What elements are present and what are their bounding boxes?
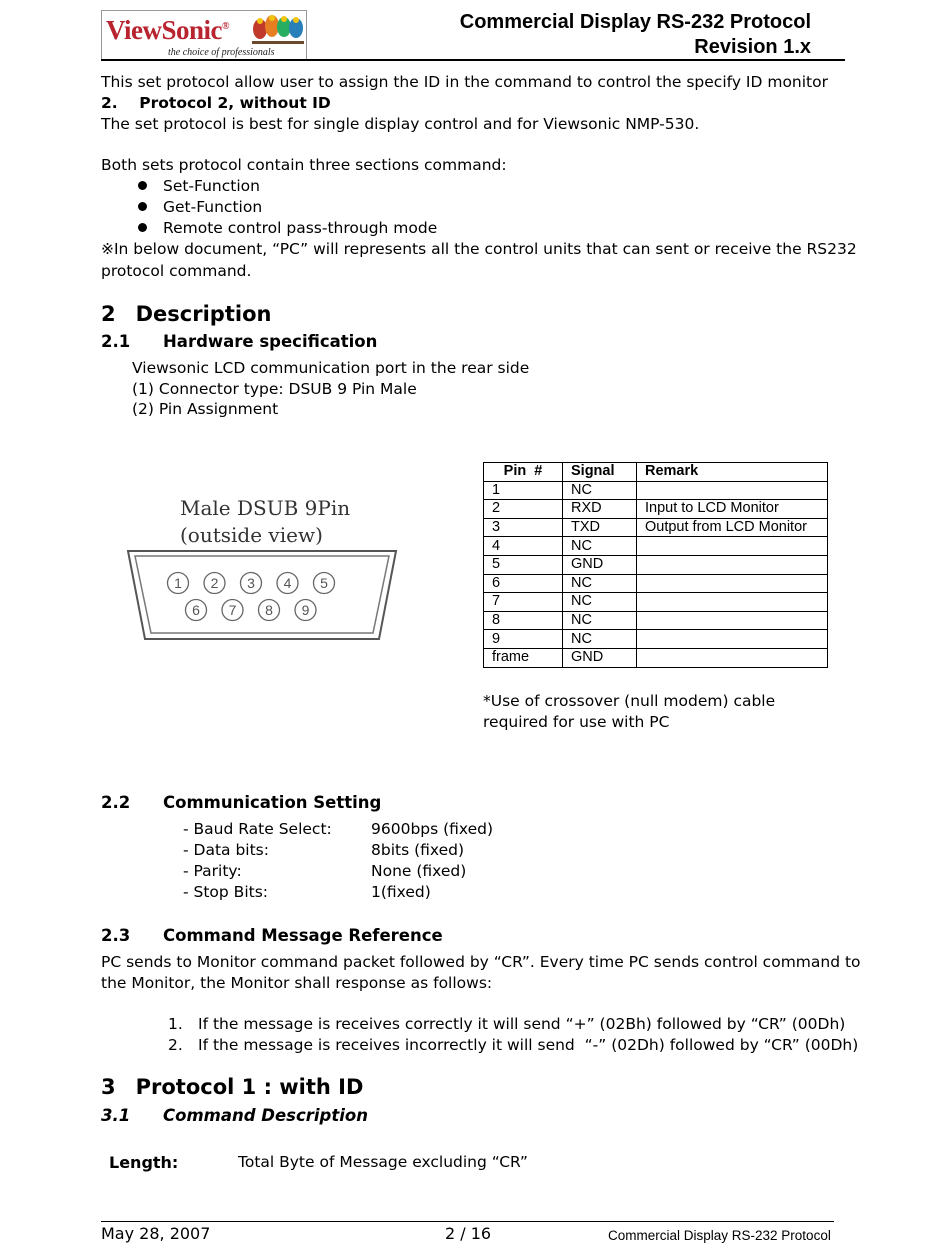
connector-label: Male DSUB 9Pin (outside view) <box>180 496 351 547</box>
section-3-heading <box>101 1075 363 1099</box>
protocol2-description: The set protocol is best for single display control and for Viewsonic NMP-530. <box>101 115 700 133</box>
subsection-title: Hardware specification <box>163 332 378 351</box>
cable-note-line1: *Use of crossover (null modem) cable <box>483 692 776 710</box>
header-title-line2: Revision 1.x <box>694 36 811 58</box>
remark-cell <box>637 630 828 649</box>
section-number: 3 <box>101 1075 116 1099</box>
comm-setting-value: 8bits (fixed) <box>371 841 465 859</box>
signal-cell: NC <box>563 593 637 612</box>
table-header-row <box>484 463 828 482</box>
dsub9-connector-diagram <box>125 548 399 642</box>
table-row <box>484 648 828 667</box>
bullet-icon <box>138 202 147 211</box>
table-row <box>484 555 828 574</box>
pc-note-line1: ※In below document, “PC” will represents all the control units that can sent or receive the RS232 <box>101 240 857 258</box>
comm-setting-label: - Data bits: <box>183 841 269 859</box>
length-label: Length: <box>109 1153 179 1172</box>
response-item-text: If the message is receives incorrectly it will send “-” (02Dh) followed by “CR” (00Dh) <box>198 1036 859 1054</box>
hw-line: Viewsonic LCD communication port in the rear side <box>132 359 530 377</box>
remark-cell <box>637 648 828 667</box>
connector-pin <box>168 573 189 594</box>
comm-setting-value: None (fixed) <box>371 862 467 880</box>
table-row <box>484 481 828 500</box>
response-item-number: 1. <box>168 1015 183 1033</box>
remark-cell <box>637 574 828 593</box>
pin-number-cell: 3 <box>484 518 563 537</box>
pin-number-cell: 5 <box>484 555 563 574</box>
cable-note-line2: required for use with PC <box>483 713 670 731</box>
signal-cell: GND <box>563 555 637 574</box>
table-row <box>484 611 828 630</box>
response-item-number: 2. <box>168 1036 183 1054</box>
subsection-2-3-heading <box>101 926 443 945</box>
connector-pin <box>222 600 243 621</box>
signal-cell: NC <box>563 481 637 500</box>
comm-setting-label: - Stop Bits: <box>183 883 269 901</box>
subsection-number: 3.1 <box>101 1106 131 1125</box>
subsection-2-2-heading <box>101 793 381 812</box>
footer-doc-title: Commercial Display RS-232 Protocol <box>608 1228 831 1243</box>
pin-number-cell: 8 <box>484 611 563 630</box>
connector-pin-number: 2 <box>210 575 219 591</box>
connector-pin-number: 8 <box>265 602 273 618</box>
connector-pin-number: 7 <box>228 602 237 618</box>
protocol2-heading: 2. Protocol 2, without ID <box>101 94 331 112</box>
connector-pin <box>259 600 280 621</box>
table-row <box>484 537 828 556</box>
command-reference-line1: PC sends to Monitor command packet followed by “CR”. Every time PC sends control command to <box>101 953 861 971</box>
remark-cell <box>637 555 828 574</box>
comm-setting-label: - Parity: <box>183 862 242 880</box>
pin-number-cell: 2 <box>484 500 563 519</box>
remark-cell <box>637 611 828 630</box>
connector-pin <box>186 600 207 621</box>
logo-tagline: the choice of professionals <box>168 47 275 58</box>
signal-cell: NC <box>563 537 637 556</box>
hw-line: (2) Pin Assignment <box>132 400 279 418</box>
remark-cell: Output from LCD Monitor <box>637 518 828 537</box>
connector-pin <box>314 573 335 594</box>
section-2-heading <box>101 302 271 326</box>
logo-text: ViewSonic <box>106 15 222 45</box>
signal-cell: GND <box>563 648 637 667</box>
bullet-icon <box>138 223 147 232</box>
signal-cell: TXD <box>563 518 637 537</box>
subsection-number: 2.1 <box>101 332 131 351</box>
comm-setting-label: - Baud Rate Select: <box>183 820 332 838</box>
signal-cell: NC <box>563 630 637 649</box>
comm-setting-value: 1(fixed) <box>371 883 431 901</box>
command-reference-line2: the Monitor, the Monitor shall response as follows: <box>101 974 493 992</box>
birds-logo-icon <box>250 13 306 47</box>
intro-line: This set protocol allow user to assign the ID in the command to control the specify ID monitor <box>101 73 828 91</box>
subsection-number: 2.2 <box>101 793 131 812</box>
table-row <box>484 574 828 593</box>
pin-assignment-table <box>483 462 828 668</box>
pin-number-cell: frame <box>484 648 563 667</box>
subsection-2-1-heading <box>101 332 377 351</box>
subsection-title: Command Message Reference <box>163 926 443 945</box>
footer-date: May 28, 2007 <box>101 1224 211 1243</box>
remark-cell <box>637 537 828 556</box>
header-title <box>460 10 811 60</box>
column-header: Pin # <box>484 463 563 482</box>
table-row <box>484 500 828 519</box>
connector-pin-number: 1 <box>174 575 182 591</box>
column-header: Signal <box>563 463 637 482</box>
footer-page-number: 2 / 16 <box>445 1224 492 1243</box>
connector-pin-number: 6 <box>192 602 200 618</box>
subsection-title: Communication Setting <box>163 793 382 812</box>
table-row <box>484 518 828 537</box>
connector-pin <box>277 573 298 594</box>
header-rule <box>101 59 845 61</box>
connector-pin <box>204 573 225 594</box>
sections-intro: Both sets protocol contain three sections command: <box>101 156 507 174</box>
bullet-item: Set-Function <box>138 176 260 197</box>
column-header: Remark <box>637 463 828 482</box>
footer-rule <box>101 1221 834 1222</box>
pc-note-line2: protocol command. <box>101 262 252 280</box>
subsection-title: Command Description <box>163 1106 368 1125</box>
hw-line: (1) Connector type: DSUB 9 Pin Male <box>132 380 417 398</box>
signal-cell: RXD <box>563 500 637 519</box>
bullet-item: Get-Function <box>138 197 262 218</box>
bullet-icon <box>138 181 147 190</box>
pin-number-cell: 1 <box>484 481 563 500</box>
pin-number-cell: 4 <box>484 537 563 556</box>
signal-cell: NC <box>563 611 637 630</box>
section-title: Description <box>135 302 272 326</box>
section-number: 2 <box>101 302 116 326</box>
pin-number-cell: 9 <box>484 630 563 649</box>
connector-pin <box>295 600 316 621</box>
table-row <box>484 630 828 649</box>
logo-registered-mark: ® <box>222 21 229 32</box>
remark-cell <box>637 593 828 612</box>
connector-pin <box>241 573 262 594</box>
header-title-line1: Commercial Display RS-232 Protocol <box>459 11 811 33</box>
subsection-number: 2.3 <box>101 926 131 945</box>
bullet-item: Remote control pass-through mode <box>138 218 437 239</box>
signal-cell: NC <box>563 574 637 593</box>
response-item-text: If the message is receives correctly it will send “+” (02Bh) followed by “CR” (00Dh) <box>198 1015 846 1033</box>
table-row <box>484 593 828 612</box>
remark-cell <box>637 481 828 500</box>
comm-setting-value: 9600bps (fixed) <box>371 820 494 838</box>
subsection-3-1-heading <box>101 1106 368 1125</box>
pin-number-cell: 6 <box>484 574 563 593</box>
section-title: Protocol 1 : with ID <box>135 1075 364 1099</box>
remark-cell: Input to LCD Monitor <box>637 500 828 519</box>
pin-number-cell: 7 <box>484 593 563 612</box>
viewsonic-logo <box>101 10 307 60</box>
connector-pin-number: 4 <box>283 575 292 591</box>
connector-pin-number: 9 <box>301 602 310 618</box>
length-value: Total Byte of Message excluding “CR” <box>238 1153 528 1171</box>
connector-pin-number: 5 <box>320 575 328 591</box>
connector-pin-number: 3 <box>247 575 255 591</box>
